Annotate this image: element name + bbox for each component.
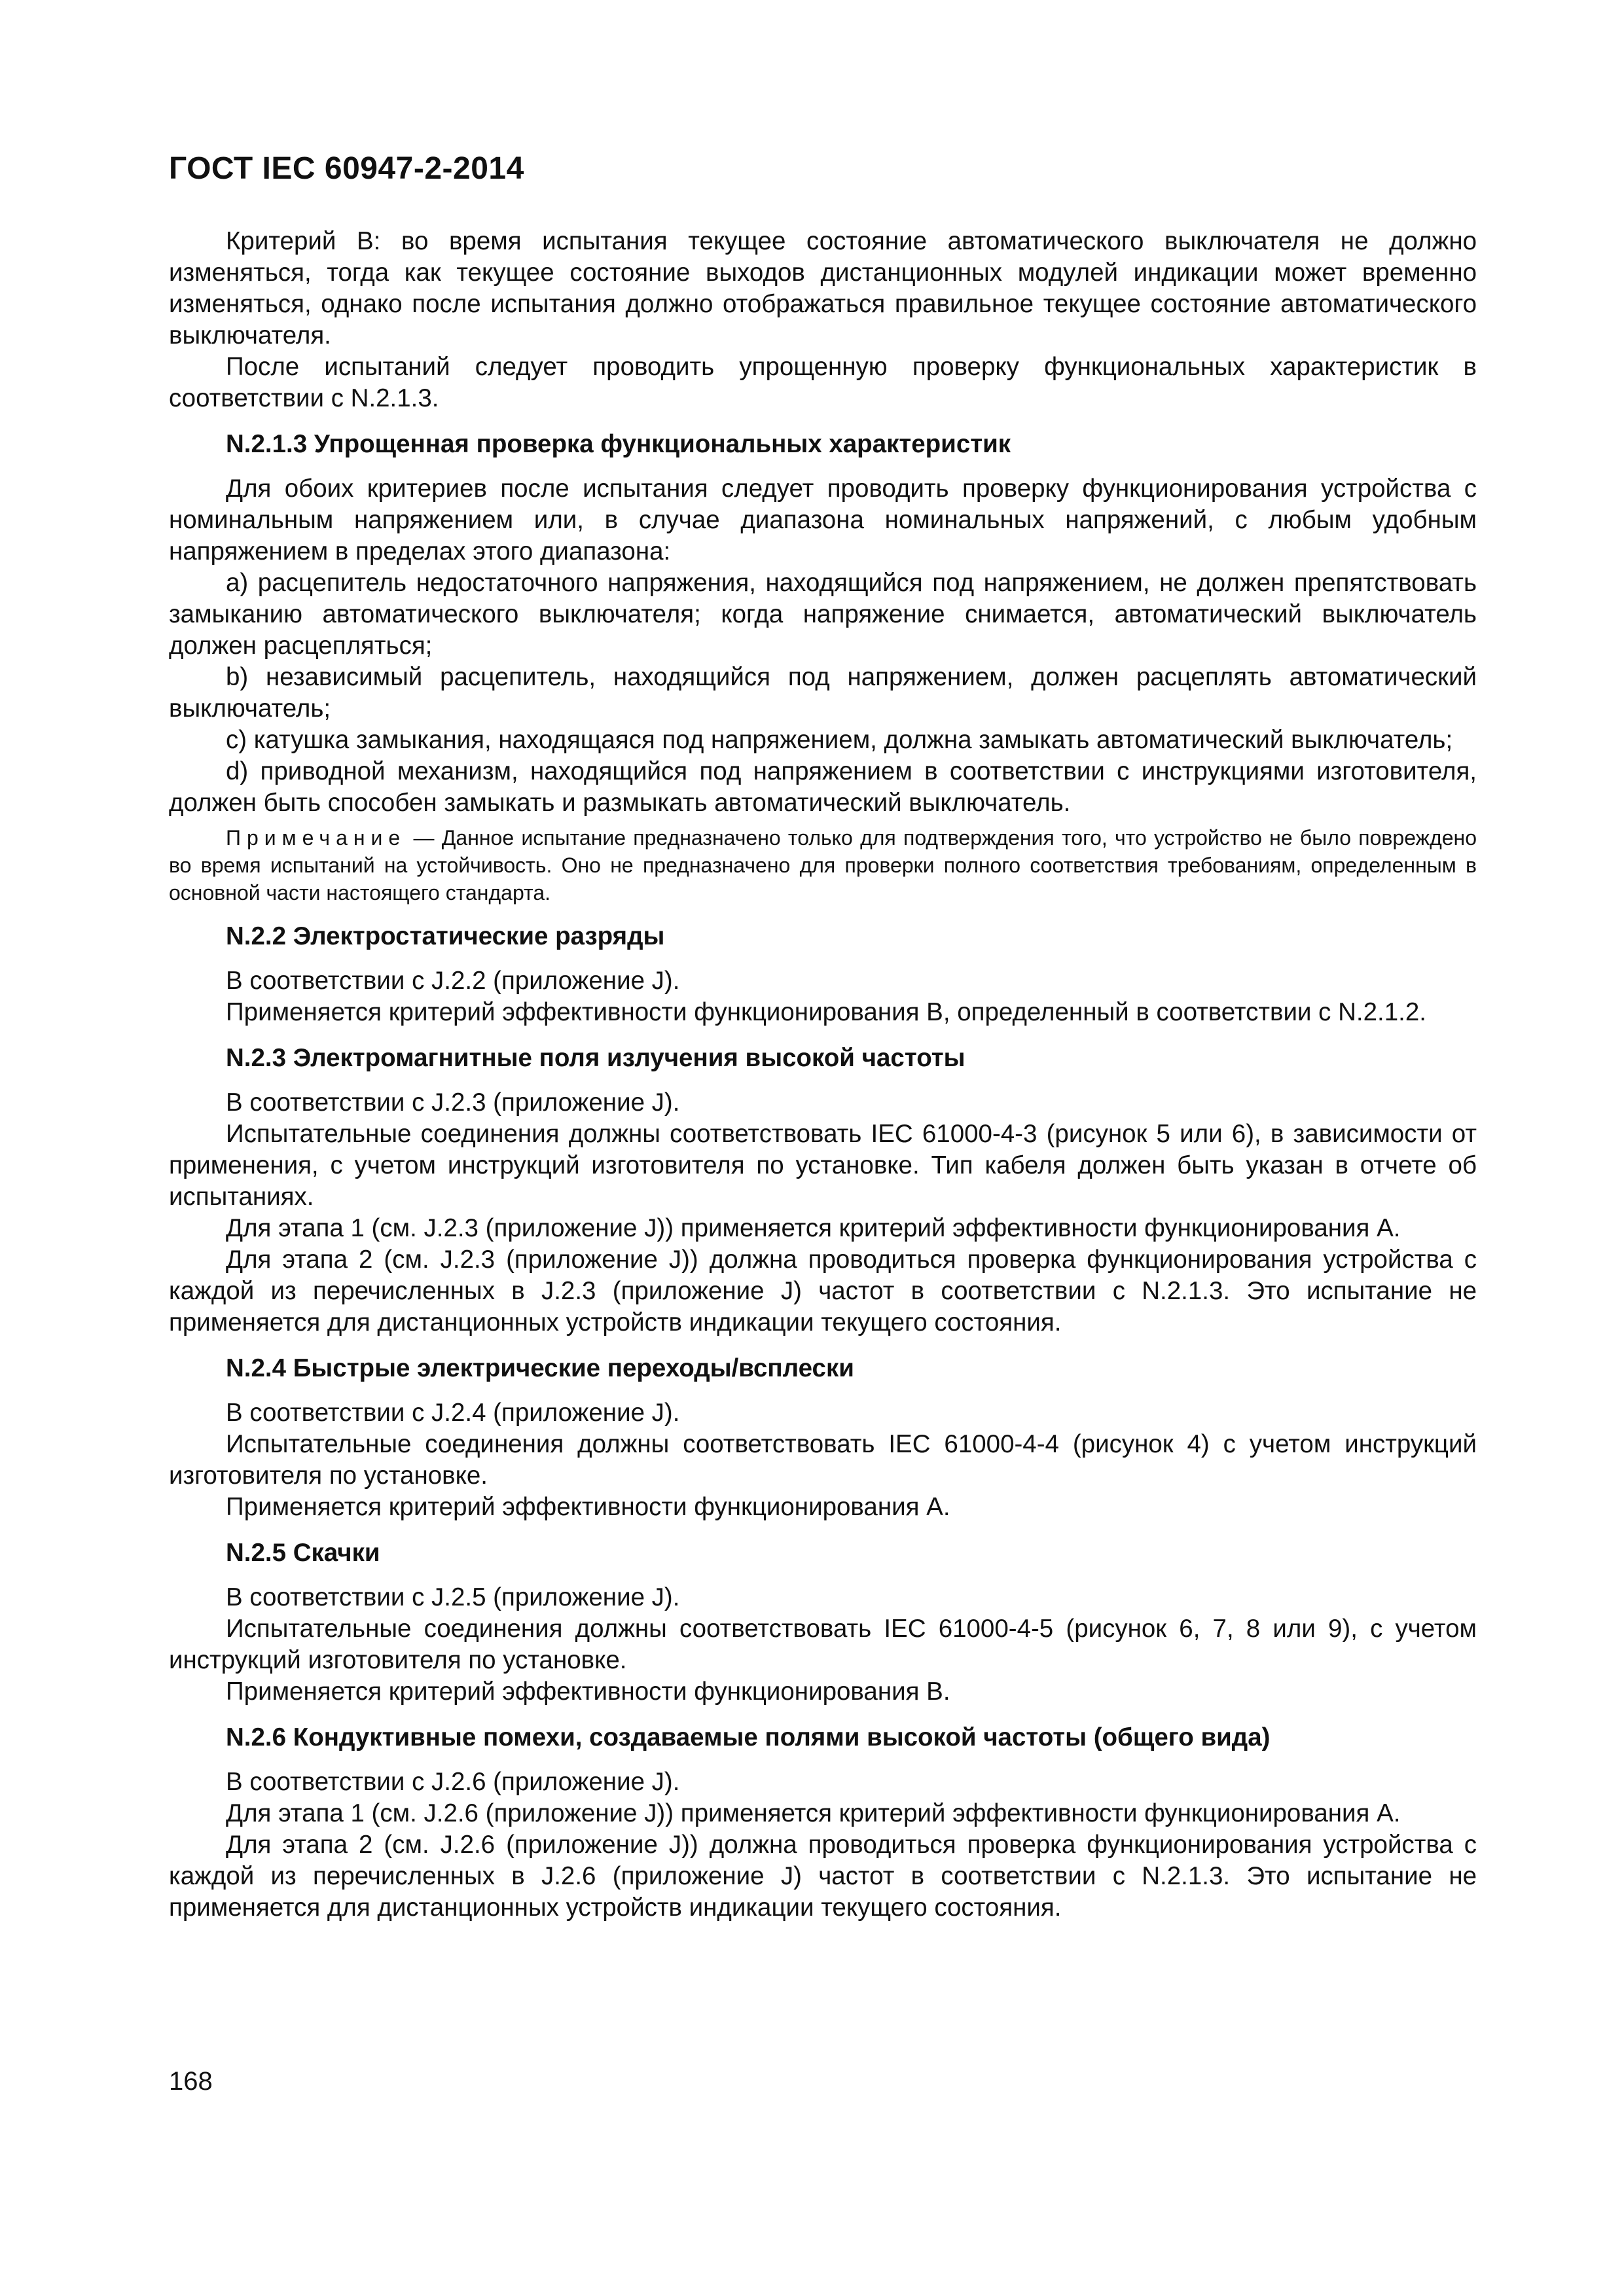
paragraph: Испытательные соединения должны соответствовать IEC 61000-4-3 (рисунок 5 или 6), в зависимости от применения, с учетом инструкций изготовителя по установке. Тип кабеля должен быть указан в отчете об испытаниях. bbox=[169, 1120, 1477, 1211]
paragraph: Применяется критерий эффективности функционирования А. bbox=[226, 1493, 950, 1521]
note-text: — Данное испытание предназначено только для подтверждения того, что устройство не было повреждено во время испытаний на устойчивость. Оно не предназначено для проверки полного соответствия требованиям, определенным в основной части настоящего стандарта. bbox=[169, 826, 1477, 905]
document-body bbox=[169, 226, 1477, 1924]
section-heading-n23 bbox=[169, 1043, 1477, 1074]
note bbox=[169, 824, 1477, 906]
section-heading-n25 bbox=[169, 1537, 1477, 1569]
paragraph: Применяется критерий эффективности функционирования В. bbox=[226, 1677, 950, 1706]
list-item: d) приводной механизм, находящийся под напряжением в соответствии с инструкциями изготовителя, должен быть способен замыкать и размыкать автоматический выключатель. bbox=[169, 757, 1477, 817]
section-title: Скачки bbox=[293, 1539, 380, 1567]
section-number: N.2.4 bbox=[226, 1354, 287, 1382]
section-title: Электростатические разряды bbox=[293, 922, 665, 950]
paragraph: Для обоих критериев после испытания следует проводить проверку функционирования устройства с номинальным напряжением или, в случае диапазона номинальных напряжений, с любым удобным напряжением в пределах этого диапазона: bbox=[169, 475, 1477, 565]
paragraph: Для этапа 1 (см. J.2.6 (приложение J)) применяется критерий эффективности функционирования А. bbox=[226, 1799, 1401, 1827]
note-label: Примечание bbox=[226, 826, 406, 850]
paragraph: В соответствии с J.2.5 (приложение J). bbox=[226, 1583, 680, 1611]
section-title: Быстрые электрические переходы/всплески bbox=[293, 1354, 854, 1382]
paragraph: После испытаний следует проводить упрощенную проверку функциональных характеристик в соответствии с N.2.1.3. bbox=[169, 353, 1477, 412]
paragraph: Для этапа 1 (см. J.2.3 (приложение J)) применяется критерий эффективности функционирования А. bbox=[226, 1214, 1401, 1242]
paragraph: Испытательные соединения должны соответствовать IEC 61000-4-5 (рисунок 6, 7, 8 или 9), с учетом инструкций изготовителя по установке. bbox=[169, 1615, 1477, 1674]
paragraph: В соответствии с J.2.3 (приложение J). bbox=[226, 1088, 680, 1117]
section-title: Электромагнитные поля излучения высокой частоты bbox=[293, 1044, 965, 1072]
list-item: a) расцепитель недостаточного напряжения, находящийся под напряжением, не должен препятствовать замыканию автоматического выключателя; когда напряжение снимается, автоматический выключатель должен расцепляться; bbox=[169, 569, 1477, 660]
section-number: N.2.1.3 bbox=[226, 430, 308, 458]
section-title: Упрощенная проверка функциональных характеристик bbox=[314, 430, 1011, 458]
paragraph: Применяется критерий эффективности функционирования В, определенный в соответствии с N.2.1.2. bbox=[226, 998, 1426, 1026]
paragraph: Для этапа 2 (см. J.2.3 (приложение J)) должна проводиться проверка функционирования устройства с каждой из перечисленных в J.2.3 (приложение J) частот в соответствии с N.2.1.3. Это испытание не применяется для дистанционных устройств индикации текущего состояния. bbox=[169, 1246, 1477, 1336]
paragraph: В соответствии с J.2.6 (приложение J). bbox=[226, 1768, 680, 1796]
section-number: N.2.2 bbox=[226, 922, 287, 950]
paragraph: В соответствии с J.2.2 (приложение J). bbox=[226, 967, 680, 995]
section-heading-n26 bbox=[169, 1722, 1477, 1753]
paragraph: Для этапа 2 (см. J.2.6 (приложение J)) должна проводиться проверка функционирования устройства с каждой из перечисленных в J.2.6 (приложение J) частот в соответствии с N.2.1.3. Это испытание не применяется для дистанционных устройств индикации текущего состояния. bbox=[169, 1831, 1477, 1922]
section-title: Кондуктивные помехи, создаваемые полями высокой частоты (общего вида) bbox=[293, 1723, 1271, 1751]
paragraph: В соответствии с J.2.4 (приложение J). bbox=[226, 1399, 680, 1427]
section-heading-n213 bbox=[169, 429, 1477, 460]
list-item: b) независимый расцепитель, находящийся под напряжением, должен расцеплять автоматический выключатель; bbox=[169, 663, 1477, 723]
document-header: ГОСТ IEC 60947-2-2014 bbox=[169, 151, 524, 186]
paragraph: Испытательные соединения должны соответствовать IEC 61000-4-4 (рисунок 4) с учетом инструкций изготовителя по установке. bbox=[169, 1430, 1477, 1490]
paragraph: Критерий В: во время испытания текущее состояние автоматического выключателя не должно изменяться, тогда как текущее состояние выходов дистанционных модулей индикации может временно изменяться, однако после испытания должно отображаться правильное текущее состояние автоматического выключателя. bbox=[169, 227, 1477, 350]
section-number: N.2.3 bbox=[226, 1044, 287, 1072]
section-heading-n24 bbox=[169, 1353, 1477, 1384]
section-number: N.2.5 bbox=[226, 1539, 287, 1567]
section-heading-n22 bbox=[169, 921, 1477, 952]
list-item: c) катушка замыкания, находящаяся под напряжением, должна замыкать автоматический выключатель; bbox=[226, 726, 1453, 754]
section-number: N.2.6 bbox=[226, 1723, 287, 1751]
page-number: 168 bbox=[169, 2067, 213, 2096]
